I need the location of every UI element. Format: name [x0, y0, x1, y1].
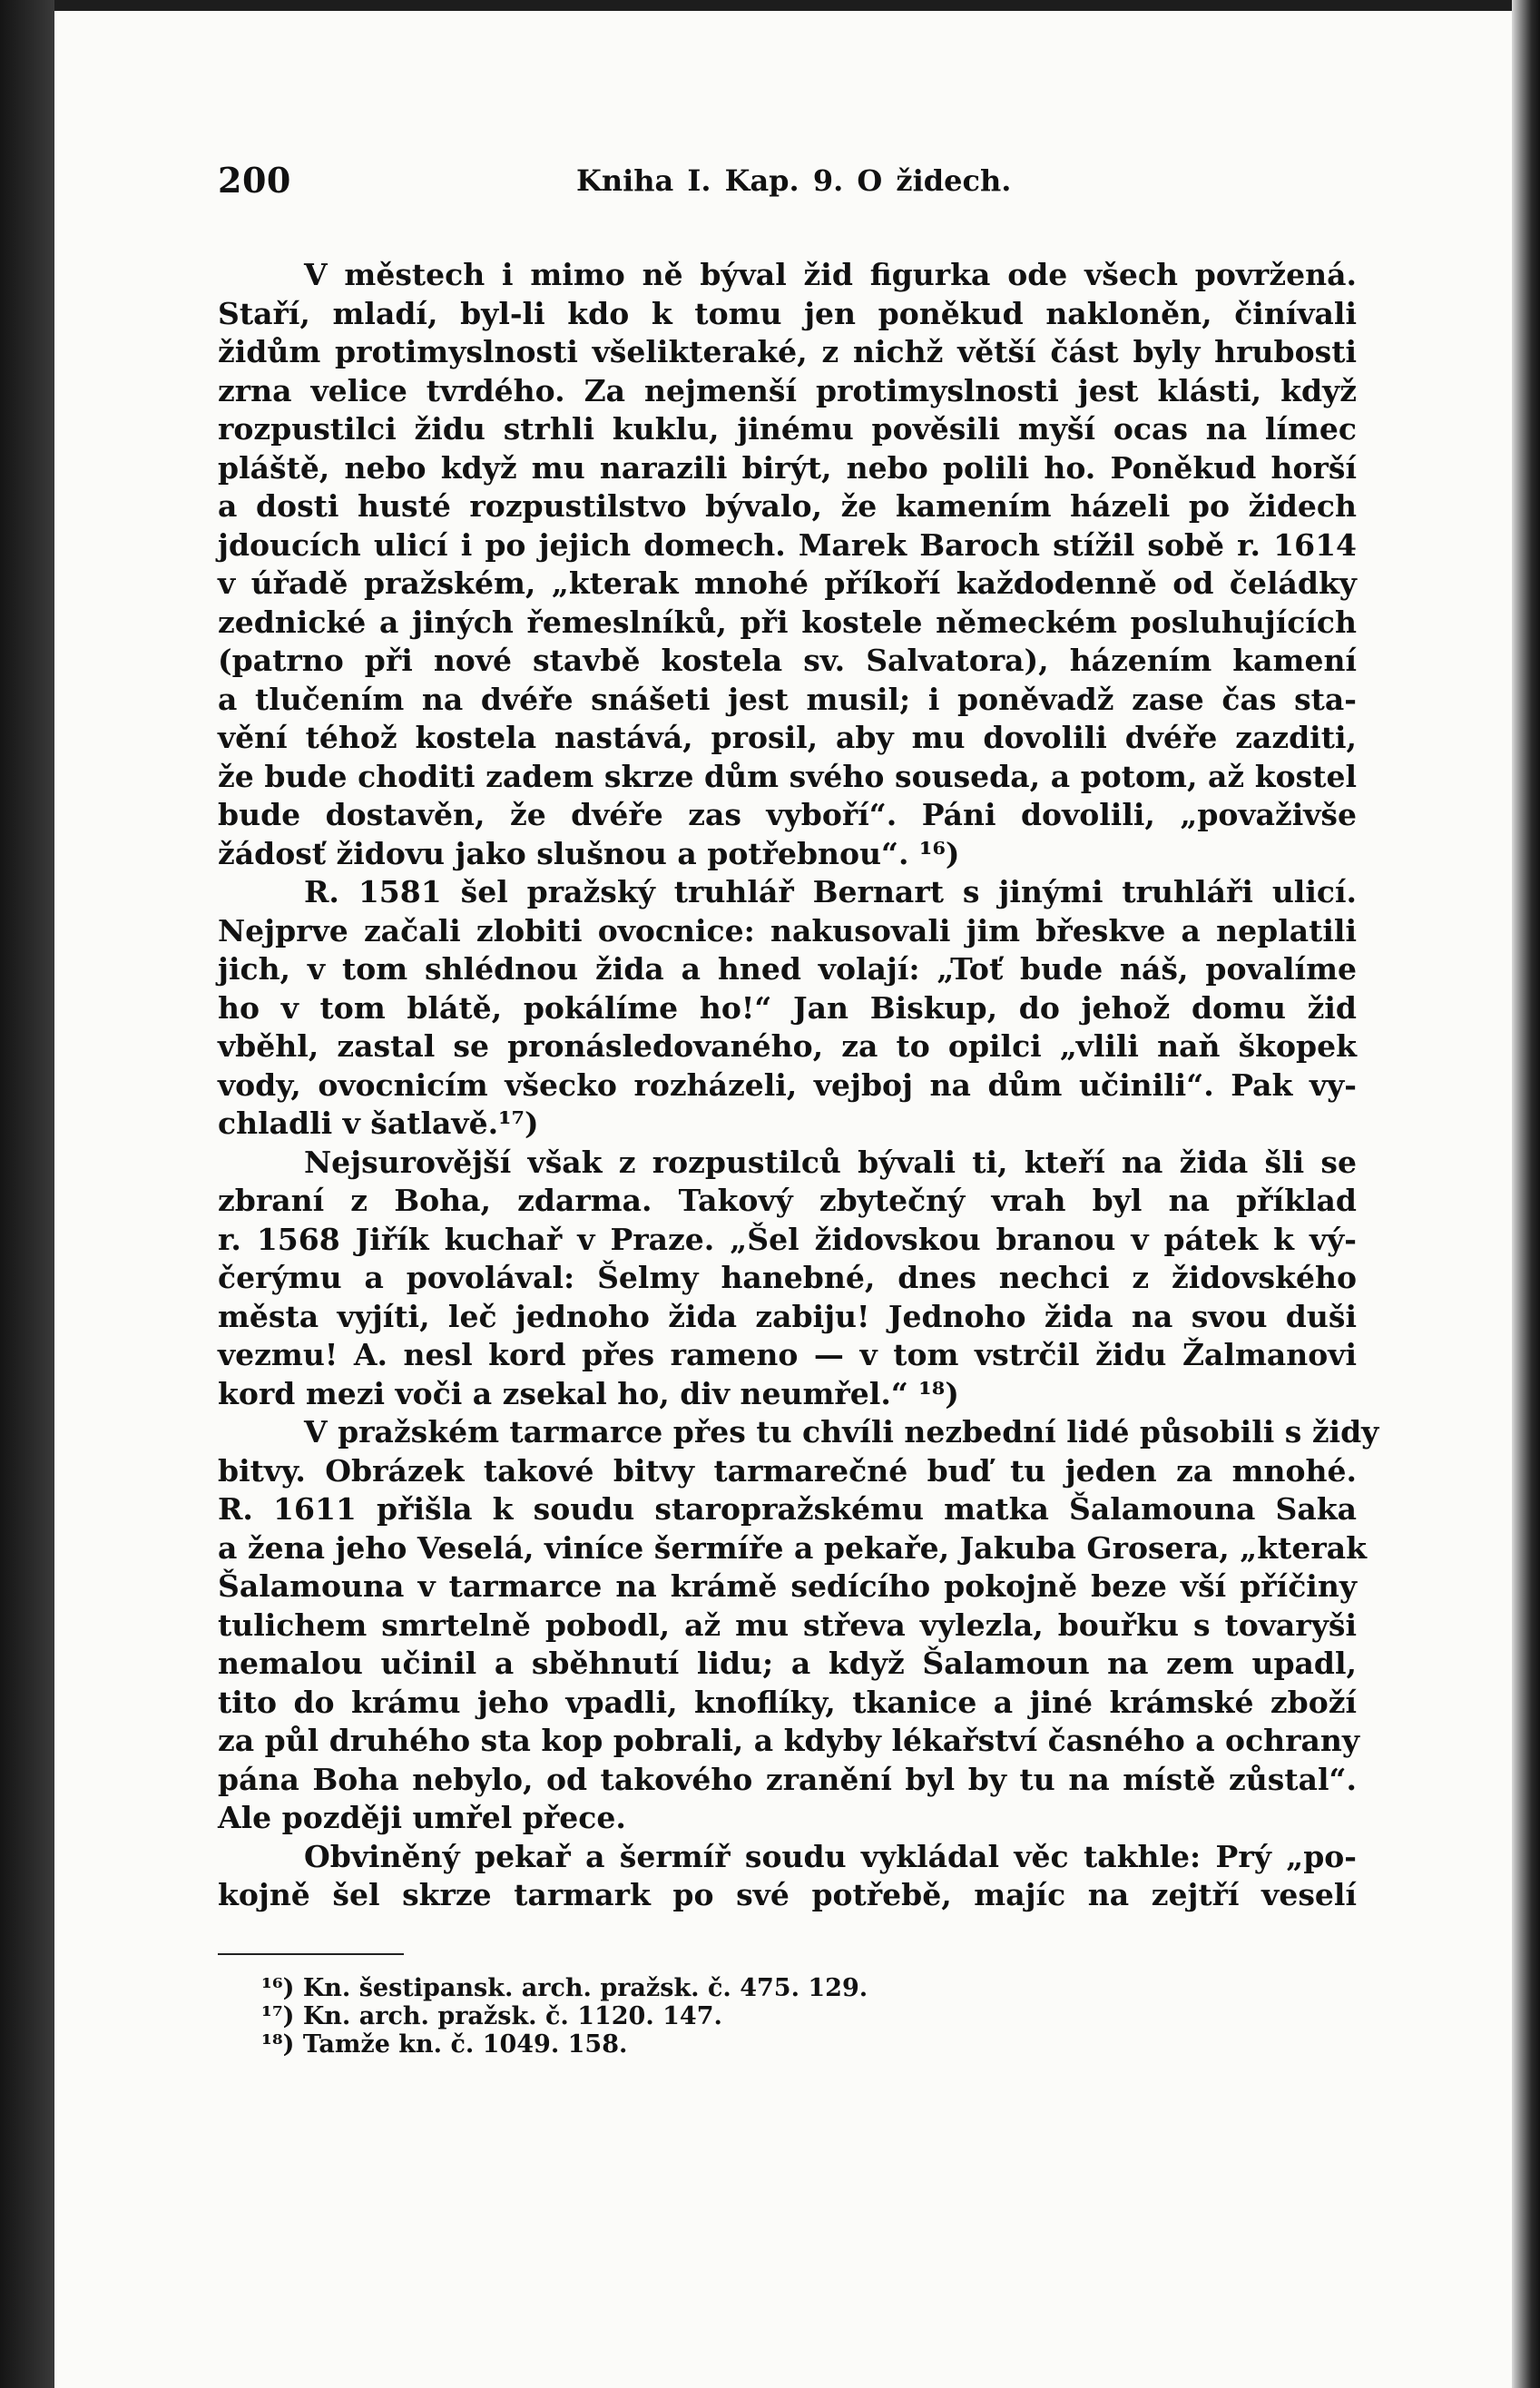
text-line: tulichem smrtelně pobodl, až mu střeva vylezla, bouřku s tovaryši [218, 1607, 1357, 1643]
text-line: R. 1611 přišla k soudu staropražskému matka Šalamouna Saka [218, 1491, 1357, 1527]
text-line: R. 1581 šel pražský truhlář Bernart s jinými truhláři ulicí. [304, 874, 1357, 909]
text-line: r. 1568 Jiřík kuchař v Praze. „Šel židovskou branou v pátek k vý- [218, 1221, 1357, 1257]
scan-right-edge [1512, 0, 1540, 2388]
text-line: vběhl, zastal se pronásledovaného, za to opilci „vlili naň škopek [218, 1028, 1357, 1064]
text-line: a dosti husté rozpustilstvo bývalo, že kamením házeli po židech [218, 488, 1357, 524]
page-header [218, 160, 1352, 205]
text-line: bude dostavěn, že dvéře zas vyboří“. Páni dovolili, „považivše [218, 797, 1357, 832]
footnotes [261, 1974, 1078, 2059]
text-line: žádosť židovu jako slušnou a potřebnou“. ¹⁶) [218, 835, 960, 871]
text-line: vody, ovocnicím všecko rozházeli, vejboj na dům učinili“. Pak vy- [218, 1066, 1357, 1103]
body-text [218, 256, 1379, 1915]
footnote: ¹⁶) Kn. šestipansk. arch. pražsk. č. 475. 129. [261, 1974, 868, 2002]
text-line: nemalou učinil a sběhnutí lidu; a když Šalamoun na zem upadl, [218, 1646, 1357, 1681]
footnote: ¹⁸) Tamže kn. č. 1049. 158. [261, 2030, 628, 2059]
text-line: vění téhož kostela nastává, prosil, aby mu dovolili dvéře zazditi, [218, 720, 1357, 755]
text-line: rozpustilci židu strhli kuklu, jinému pověsili myší ocas na límec [218, 411, 1357, 447]
text-line: jich, v tom shlédnou žida a hned volají: „Toť bude náš, povalíme [218, 951, 1357, 987]
page-number: 200 [218, 160, 291, 201]
text-line: vezmu! A. nesl kord přes rameno — v tom vstrčil židu Žalmanovi [218, 1337, 1357, 1372]
text-line: Nejsurovější však z rozpustilců bývali ti, kteří na žida šli se [304, 1144, 1357, 1180]
text-line: Ale později umřel přece. [218, 1800, 626, 1835]
text-line: města vyjíti, leč jednoho žida zabiju! Jednoho žida na svou duši [218, 1298, 1357, 1334]
footnote-divider [218, 1953, 404, 1955]
footnote: ¹⁷) Kn. arch. pražsk. č. 1120. 147. [261, 2002, 722, 2030]
text-line: zrna velice tvrdého. Za nejmenší protimyslnosti jest klásti, když [218, 372, 1357, 408]
text-line: V městech i mimo ně býval žid figurka ode všech povržená. [304, 257, 1357, 292]
text-line: V pražském tarmarce přes tu chvíli nezbední lidé působili s židy [304, 1414, 1379, 1450]
text-line: Nejprve začali zlobiti ovocnice: nakusovali jim břeskve a neplatili [218, 912, 1357, 948]
text-line: bitvy. Obrázek takové bitvy tarmarečné buď tu jeden za mnohé. [218, 1452, 1357, 1489]
text-line: zbraní z Boha, zdarma. Takový zbytečný vrah byl na příklad [218, 1183, 1357, 1218]
scan-left-edge [0, 0, 54, 2388]
text-line: Obviněný pekař a šermíř soudu vykládal věc takhle: Prý „po- [304, 1838, 1357, 1874]
text-line: ho v tom blátě, pokálíme ho!“ Jan Biskup, do jehož domu žid [218, 989, 1357, 1026]
text-line: a žena jeho Veselá, viníce šermíře a pekaře, Jakuba Grosera, „kterak [218, 1529, 1368, 1566]
text-line: Šalamouna v tarmarce na krámě sedícího pokojně beze vší příčiny [218, 1568, 1357, 1604]
text-line: v úřadě pražském, „kterak mnohé příkoří každodenně od čeládky [218, 565, 1357, 601]
text-line: chladli v šatlavě.¹⁷) [218, 1106, 539, 1141]
text-line: za půl druhého sta kop pobrali, a kdyby lékařství časného a ochrany [218, 1723, 1360, 1758]
text-line: tito do krámu jeho vpadli, knoflíky, tkanice a jiné krámské zboží [218, 1684, 1357, 1720]
text-line: pána Boha nebylo, od takového zranění byl by tu na místě zůstal“. [218, 1761, 1357, 1797]
text-line: kord mezi voči a zsekal ho, div neumřel.“ ¹⁸) [218, 1375, 959, 1411]
text-line: jdoucích ulicí i po jejich domech. Marek Baroch stížil sobě r. 1614 [218, 526, 1357, 563]
text-line: a tlučením na dvéře snášeti jest musil; i poněvadž zase čas sta- [218, 681, 1357, 717]
text-line: čerýmu a povolával: Šelmy hanebné, dnes nechci z židovského [218, 1260, 1357, 1295]
text-line: (patrno při nové stavbě kostela sv. Salvatora), házením kamení [218, 643, 1357, 678]
text-line: kojně šel skrze tarmark po své potřebě, majíc na zejtří veselí [218, 1877, 1357, 1912]
text-line: Staří, mladí, byl-li kdo k tomu jen poněkud nakloněn, činívali [218, 295, 1357, 331]
text-line: že bude choditi zadem skrze dům svého souseda, a potom, až kostel [218, 758, 1357, 794]
text-line: židům protimyslnosti všelikteraké, z nichž větší část byly hrubosti [218, 334, 1357, 369]
running-head: Kniha I. Kap. 9. O židech. [576, 163, 1012, 198]
text-line: pláště, nebo když mu narazili birýt, nebo polili ho. Poněkud horší [218, 449, 1357, 486]
text-line: zednické a jiných řemeslníků, při kostele německém posluhujících [218, 604, 1357, 640]
